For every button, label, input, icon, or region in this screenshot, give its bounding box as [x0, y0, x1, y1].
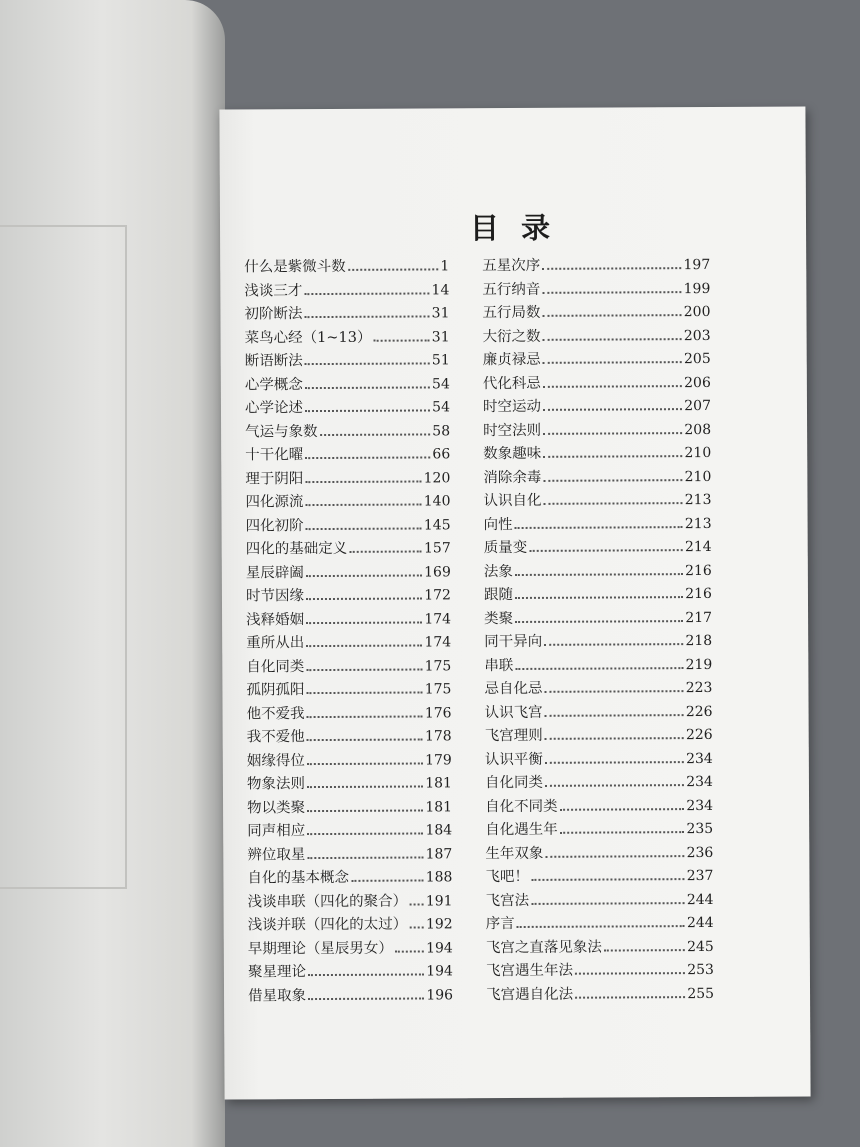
toc-entry-title: 同声相应 [247, 823, 306, 840]
toc-leader-dots [304, 292, 429, 295]
toc-entry-title: 什么是紫微斗数 [244, 258, 346, 276]
toc-entry-title: 时空法则 [483, 422, 542, 439]
toc-entry-title: 星辰辟阖 [245, 564, 304, 581]
toc-entry-title: 孤阴孤阳 [246, 682, 305, 699]
toc-leader-dots [543, 502, 682, 505]
toc-entry-page: 157 [423, 540, 451, 557]
toc-entry-title: 五行局数 [482, 304, 541, 322]
toc-entry-title: 浅谈串联（四化的聚合） [247, 893, 408, 910]
toc-entry-title: 断语断法 [244, 353, 303, 370]
toc-entry [247, 889, 452, 914]
toc-entry [483, 417, 711, 442]
toc-leader-dots [575, 972, 685, 975]
toc-entry-title: 四化源流 [245, 494, 304, 511]
toc-entry-page: 210 [684, 444, 712, 462]
toc-entry [247, 818, 452, 843]
toc-leader-dots [373, 339, 429, 341]
toc-leader-dots [307, 856, 423, 859]
toc-entry [483, 370, 711, 395]
toc-leader-dots [529, 549, 683, 552]
toc-entry-title: 自化不同类 [485, 798, 558, 815]
toc-leader-dots [542, 291, 681, 294]
toc-entry-title: 廉贞禄忌 [482, 351, 541, 369]
toc-entry-title: 五行纳音 [482, 281, 541, 298]
toc-entry [485, 770, 713, 795]
toc-leader-dots [305, 362, 430, 365]
toc-entry-title: 飞宫之直落见象法 [485, 939, 602, 956]
toc-entry-page: 203 [683, 327, 711, 344]
toc-entry-title: 序言 [485, 916, 515, 933]
toc-entry-page: 191 [425, 892, 453, 909]
toc-entry-page: 213 [684, 491, 712, 509]
toc-entry [246, 560, 451, 585]
toc-entry [483, 347, 711, 372]
toc-entry-title: 飞宫遇自化法 [486, 986, 574, 1003]
toc-entry-page: 51 [431, 352, 450, 369]
toc-entry-page: 217 [685, 609, 713, 626]
toc-leader-dots [348, 268, 439, 270]
toc-leader-dots [575, 996, 685, 999]
toc-right-column [482, 253, 714, 1006]
toc-entry-title: 数象趣味 [483, 445, 542, 463]
toc-entry [484, 558, 712, 583]
toc-entry-title: 向性 [483, 516, 513, 533]
toc-entry-title: 心学概念 [244, 376, 303, 393]
toc-leader-dots [305, 456, 430, 459]
toc-entry-page: 234 [686, 750, 713, 767]
toc-entry-page: 1 [440, 258, 450, 275]
toc-entry [484, 535, 712, 560]
toc-entry-page: 66 [432, 446, 451, 463]
toc-entry [248, 959, 453, 984]
toc-entry [484, 629, 712, 654]
toc-entry-page: 194 [426, 963, 453, 980]
toc-entry [244, 278, 449, 303]
toc-entry-page: 194 [426, 939, 453, 956]
toc-entry-page: 184 [425, 822, 453, 839]
toc-leader-dots [515, 667, 683, 670]
toc-entry-title: 浅谈并联（四化的太过） [247, 916, 408, 934]
right-book-page [219, 106, 810, 1099]
toc-entry-page: 208 [684, 421, 712, 438]
toc-leader-dots [306, 621, 422, 624]
toc-entry [482, 300, 710, 325]
toc-entry-page: 213 [684, 515, 712, 532]
toc-entry-title: 消除余毒 [483, 469, 542, 486]
toc-leader-dots [306, 597, 422, 600]
toc-entry-page: 253 [687, 961, 714, 979]
toc-entry [485, 746, 713, 771]
toc-entry-page: 234 [686, 773, 713, 791]
toc-leader-dots [307, 809, 423, 812]
toc-entry [245, 325, 450, 350]
toc-entry-title: 忌自化忌 [484, 680, 543, 698]
toc-entry-title: 辨位取星 [247, 846, 306, 863]
toc-entry [484, 511, 712, 536]
toc-entry [486, 981, 714, 1006]
toc-leader-dots [306, 644, 422, 647]
toc-leader-dots [307, 715, 423, 718]
toc-entry [246, 536, 451, 561]
toc-entry [483, 441, 711, 466]
toc-entry-title: 姻缘得位 [246, 752, 305, 769]
toc-entry [486, 934, 714, 959]
toc-entry [245, 466, 450, 491]
toc-leader-dots [543, 455, 682, 458]
toc-entry [248, 912, 453, 937]
toc-entry-title: 我不爱他 [246, 729, 305, 746]
toc-leader-dots [545, 855, 684, 858]
toc-entry-page: 234 [686, 797, 714, 814]
toc-entry-title: 认识飞宫 [484, 704, 543, 721]
toc-leader-dots [308, 973, 424, 976]
toc-entry-page: 199 [683, 280, 711, 297]
toc-entry [246, 583, 451, 608]
toc-entry-page: 54 [432, 399, 451, 416]
toc-leader-dots [543, 385, 682, 388]
toc-entry [247, 795, 452, 820]
toc-entry-title: 飞宫法 [485, 892, 530, 909]
toc-leader-dots [531, 878, 685, 881]
toc-entry-page: 192 [425, 916, 453, 933]
toc-entry-title: 菜鸟心经（1~13） [244, 329, 372, 346]
toc-entry [484, 652, 712, 677]
toc-entry [483, 488, 711, 513]
toc-entry-title: 同干异向 [484, 633, 543, 651]
toc-entry [245, 372, 450, 397]
toc-entry-page: 181 [425, 798, 453, 815]
toc-entry [247, 865, 452, 890]
toc-leader-dots [543, 408, 682, 411]
toc-entry [484, 605, 712, 630]
toc-entry-title: 质量变 [483, 539, 528, 557]
toc-leader-dots [305, 503, 421, 506]
toc-leader-dots [307, 738, 423, 741]
toc-entry-title: 心学论述 [244, 400, 304, 417]
toc-entry-title: 聚星理论 [247, 964, 306, 981]
toc-entry-title: 飞宫理则 [484, 727, 543, 745]
toc-entry [246, 513, 451, 538]
toc-entry [247, 842, 452, 867]
toc-entry [248, 936, 453, 961]
toc-leader-dots [409, 903, 424, 905]
left-book-page [0, 0, 225, 1147]
toc-entry-page: 197 [683, 256, 711, 274]
toc-entry-page: 176 [424, 704, 452, 721]
toc-entry-title: 时空运动 [482, 398, 542, 416]
toc-leader-dots [545, 761, 684, 764]
toc-entry-title: 飞宫遇生年法 [485, 962, 573, 980]
toc-entry [485, 817, 713, 842]
toc-leader-dots [517, 925, 685, 928]
toc-entry-page: 236 [686, 844, 714, 861]
toc-leader-dots [544, 690, 683, 693]
toc-entry-title: 自化的基本概念 [247, 869, 349, 887]
toc-entry [246, 677, 451, 702]
toc-entry-title: 自化同类 [246, 658, 305, 675]
toc-entry-title: 物象法则 [246, 776, 305, 793]
toc-entry-page: 181 [425, 775, 452, 792]
toc-entry-page: 216 [685, 585, 712, 603]
toc-entry-page: 205 [683, 350, 711, 368]
toc-entry-page: 120 [423, 469, 451, 486]
toc-entry-title: 十干化曜 [245, 447, 304, 464]
toc-entry-title: 认识平衡 [484, 751, 543, 768]
toc-entry-page: 219 [685, 656, 713, 673]
toc-leader-dots [543, 361, 682, 364]
toc-entry [482, 276, 710, 301]
toc-leader-dots [560, 808, 685, 811]
toc-entry [485, 887, 713, 912]
toc-entry-page: 223 [685, 679, 713, 697]
toc-entry-page: 206 [684, 374, 711, 391]
toc-entry [245, 442, 450, 467]
toc-entry-title: 类聚 [484, 610, 514, 627]
toc-entry-page: 169 [424, 563, 451, 580]
toc-leader-dots [515, 596, 683, 599]
toc-entry-page: 31 [431, 305, 450, 322]
toc-leader-dots [542, 314, 681, 317]
toc-leader-dots [306, 691, 422, 694]
toc-entry-page: 179 [425, 751, 452, 768]
toc-leader-dots [307, 832, 423, 835]
toc-leader-dots [560, 831, 685, 834]
toc-entry-page: 218 [685, 632, 713, 650]
toc-leader-dots [409, 926, 424, 928]
toc-entry-title: 借星取象 [248, 987, 307, 1004]
toc-entry-page: 54 [431, 375, 450, 392]
toc-entry-title: 生年双象 [485, 845, 544, 862]
toc-entry-title: 浅释婚姻 [246, 611, 305, 628]
toc-entry [484, 676, 712, 701]
toc-leader-dots [307, 762, 423, 765]
toc-leader-dots [308, 997, 424, 1000]
toc-leader-dots [349, 550, 422, 552]
toc-entry-page: 214 [684, 538, 712, 556]
toc-left-column [244, 254, 453, 1007]
toc-entry [486, 958, 714, 983]
toc-leader-dots [604, 949, 685, 951]
toc-entry-page: 145 [423, 516, 451, 533]
toc-leader-dots [307, 785, 423, 788]
toc-entry-title: 大衍之数 [482, 328, 541, 345]
toc-entry [483, 323, 711, 348]
toc-entry [245, 348, 450, 373]
toc-entry-page: 31 [431, 328, 450, 345]
toc-entry-title: 代化科忌 [482, 375, 541, 392]
toc-entry [486, 911, 714, 936]
toc-entry [245, 419, 450, 444]
toc-entry-title: 物以类聚 [247, 799, 306, 816]
toc-entry-title: 串联 [484, 657, 514, 674]
toc-entry-title: 法象 [483, 563, 513, 580]
toc-leader-dots [395, 950, 424, 952]
toc-entry [485, 864, 713, 889]
toc-leader-dots [305, 386, 430, 389]
toc-entry-title: 四化初阶 [245, 517, 304, 534]
toc-entry-page: 187 [425, 845, 453, 862]
toc-leader-dots [545, 714, 684, 717]
toc-leader-dots [306, 574, 422, 577]
toc-title: 目 录 [469, 210, 557, 246]
toc-entry [246, 607, 451, 632]
toc-entry-page: 200 [683, 303, 711, 321]
toc-entry [247, 748, 452, 773]
toc-entry [246, 654, 451, 679]
toc-entry-title: 气运与象数 [245, 423, 318, 440]
toc-leader-dots [305, 480, 421, 483]
toc-entry-title: 他不爱我 [246, 705, 305, 722]
toc-entry-page: 226 [685, 703, 713, 720]
toc-entry-page: 14 [431, 281, 450, 298]
toc-entry-title: 时节因缘 [245, 588, 305, 605]
toc-leader-dots [545, 784, 684, 787]
toc-entry [247, 701, 452, 726]
toc-entry-title: 浅谈三才 [244, 282, 303, 299]
toc-entry-page: 178 [424, 728, 452, 745]
toc-leader-dots [531, 902, 685, 905]
toc-entry-title: 自化遇生年 [485, 821, 558, 839]
toc-leader-dots [515, 526, 683, 529]
toc-leader-dots [542, 267, 681, 270]
toc-entry-page: 255 [687, 985, 715, 1002]
toc-leader-dots [515, 573, 683, 576]
toc-leader-dots [306, 527, 422, 530]
toc-entry [246, 630, 451, 655]
toc-leader-dots [543, 338, 682, 341]
toc-entry [485, 723, 713, 748]
toc-entry-page: 188 [425, 869, 453, 886]
toc-entry [482, 253, 710, 278]
toc-entry [248, 983, 453, 1008]
toc-entry-title: 理于阴阳 [245, 470, 304, 487]
toc-entry [485, 699, 713, 724]
toc-entry-page: 196 [426, 986, 454, 1003]
toc-entry-page: 210 [684, 468, 712, 485]
toc-leader-dots [320, 433, 431, 436]
toc-entry-title: 跟随 [483, 587, 513, 604]
toc-leader-dots [305, 409, 430, 412]
toc-entry-page: 237 [686, 867, 714, 885]
toc-entry-page: 235 [686, 820, 714, 838]
toc-entry-page: 207 [684, 397, 712, 415]
toc-entry-title: 自化同类 [484, 774, 543, 792]
toc-entry-page: 175 [424, 681, 452, 698]
toc-entry [245, 489, 450, 514]
toc-entry-title: 飞吧！ [485, 868, 529, 886]
left-page-border-frame [0, 225, 127, 889]
toc-leader-dots [351, 879, 424, 881]
toc-leader-dots [544, 643, 683, 646]
toc-leader-dots [306, 668, 422, 671]
toc-entry [484, 582, 712, 607]
toc-entry-title: 重所从出 [246, 635, 305, 652]
toc-entry-page: 140 [423, 493, 451, 510]
toc-leader-dots [543, 479, 682, 482]
toc-entry-page: 58 [432, 422, 451, 439]
toc-entry-title: 早期理论（星辰男女） [247, 940, 393, 957]
toc-entry-title: 认识自化 [483, 492, 542, 510]
toc-leader-dots [515, 620, 683, 623]
toc-entry [483, 394, 711, 419]
toc-entry-page: 174 [424, 610, 452, 627]
toc-entry [245, 395, 450, 420]
toc-entry [244, 301, 449, 326]
toc-entry-page: 175 [424, 657, 452, 674]
toc-leader-dots [545, 737, 684, 740]
toc-entry-page: 226 [685, 726, 713, 744]
toc-entry-title: 四化的基础定义 [245, 540, 348, 558]
toc-entry [244, 254, 449, 279]
toc-entry-page: 174 [424, 634, 452, 651]
toc-entry [485, 793, 713, 818]
toc-entry [483, 464, 711, 489]
toc-entry-title: 五星次序 [482, 257, 541, 275]
toc-entry-title: 初阶断法 [244, 306, 303, 323]
toc-entry [485, 840, 713, 865]
toc-entry-page: 172 [424, 587, 452, 604]
toc-leader-dots [304, 315, 429, 318]
toc-entry-page: 216 [685, 562, 712, 579]
toc-entry-page: 245 [687, 938, 714, 955]
toc-entry-page: 244 [686, 914, 714, 932]
toc-entry-page: 244 [686, 891, 714, 908]
toc-entry [247, 771, 452, 796]
toc-leader-dots [543, 432, 682, 435]
toc-entry [247, 724, 452, 749]
